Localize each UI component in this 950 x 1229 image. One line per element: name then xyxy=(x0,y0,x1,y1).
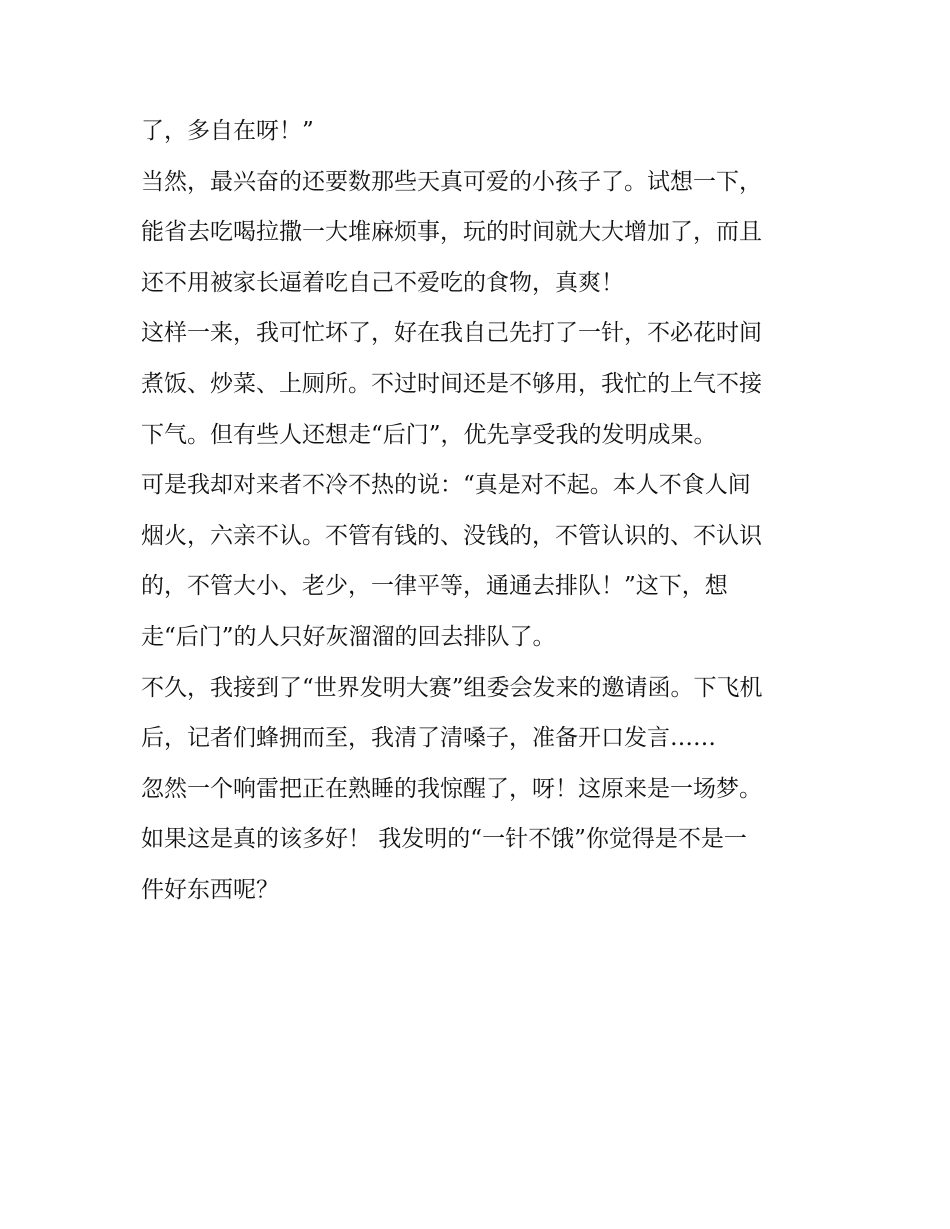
body-text xyxy=(141,106,831,916)
text-line: 还不用被家长逼着吃自己不爱吃的食物，真爽！ xyxy=(141,269,624,296)
text-line: 了，多自在呀！” xyxy=(141,118,314,144)
text-line: 忽然一个响雷把正在熟睡的我惊醒了，呀！这原来是一场梦。 xyxy=(141,775,762,802)
text-line: 的，不管大小、老少，一律平等，通通去排队！”这下，想 xyxy=(141,573,728,600)
text-line: 下气。但有些人还想走“后门”，优先享受我的发明成果。 xyxy=(141,421,717,448)
text-line: 烟火，六亲不认。不管有钱的、没钱的，不管认识的、不认识 xyxy=(141,522,762,549)
text-line: 走“后门”的人只好灰溜溜的回去排队了。 xyxy=(141,623,556,650)
text-line: 后，记者们蜂拥而至，我清了清嗓子，准备开口发言…… xyxy=(141,725,716,752)
text-line: 如果这是真的该多好！ 我发明的“一针不饿”你觉得是不是一 xyxy=(141,826,747,853)
text-line: 不久，我接到了“世界发明大赛”组委会发来的邀请函。下飞机 xyxy=(141,674,763,701)
text-line: 能省去吃喝拉撒一大堆麻烦事，玩的时间就大大增加了，而且 xyxy=(141,219,762,246)
text-line: 件好东西呢？ xyxy=(141,876,279,903)
text-line: 当然，最兴奋的还要数那些天真可爱的小孩子了。试想一下， xyxy=(141,168,762,195)
text-line: 煮饭、炒菜、上厕所。不过时间还是不够用，我忙的上气不接 xyxy=(141,370,762,397)
text-line: 这样一来，我可忙坏了，好在我自己先打了一针，不必花时间 xyxy=(141,320,762,347)
text-line: 可是我却对来者不冷不热的说：“真是对不起。本人不食人间 xyxy=(141,472,751,499)
